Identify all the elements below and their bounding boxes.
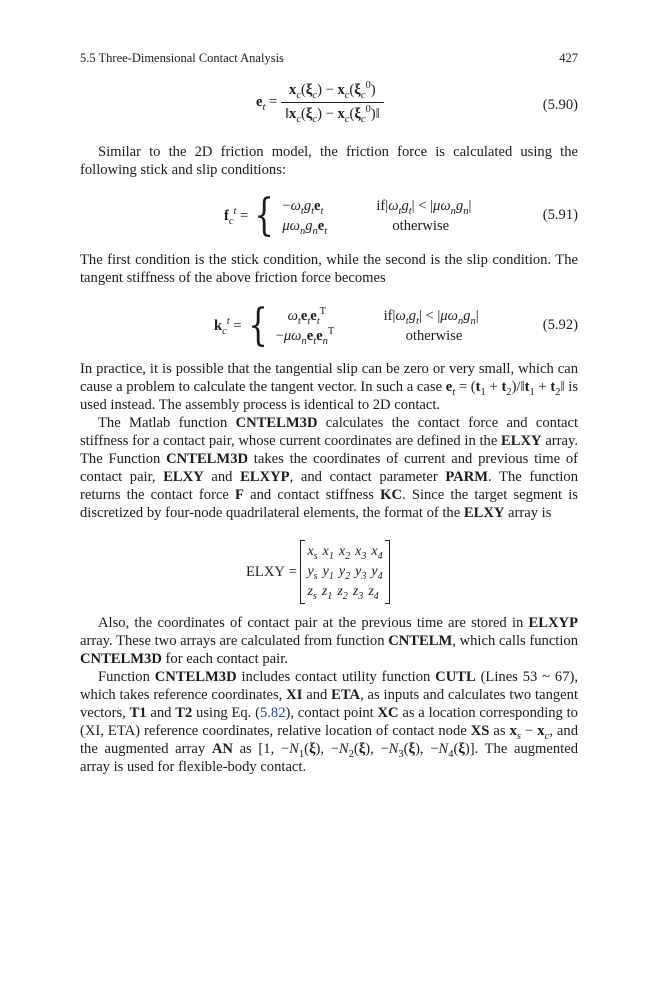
equation-5-92: [80, 300, 578, 351]
paragraph-1: Similar to the 2D friction model, the friction force is calculated using the following stick and slip conditions:: [80, 144, 578, 178]
equation-body: $f_c^t$ = { $-\omega_tg_te_t$ $if|\omega_tg_t| < |\mu\omega_ng_n|$ $\mu\omega_ng_ne_t$ otherwise: [224, 190, 472, 241]
equation-body: ELXY = $x_s$ $x_1$ $x_2$ $x_3$ $x_4$ $y_s$ $y_1$ $y_2$ $y_3$ $y_4$ $z_s$ $z_1$ $z_2$ $z_3$ $z_4$: [246, 540, 390, 604]
equation-number: (5.92): [542, 317, 578, 333]
paragraph-3: In practice, it is possible that the tangential slip can be zero or very small, which can cause a problem to calculate the tangent vector. In such a case $e_t = (t_1$ + $t_2)/‖t_1$ + $t_2‖$ is used instead. The assembly process is identical to 2D contact. The Matlab function CNTELM3D calculates the contact force and contact stiffness for a contact pair, whose current coordinates are defined in the ELXY array. The Function CNTELM3D takes the coordinates of current and previous time of contact pair, ELXY and ELXYP, and contact parameter PARM. The function returns the contact force F and contact stiffness KC. Since the target segment is discretized by four-node quadrilateral elements, the format of the ELXY array is: [80, 361, 579, 521]
equation-5-90: [80, 82, 578, 130]
paragraph-5: Also, the coordinates of contact pair at the previous time are stored in ELXYP array. These two arrays are calculated from function CNTELM, which calls function CNTELM3D for each contact pair. Function CNTELM3D includes contact utility function CUTL (Lines 53 ~ 67), which takes reference coordinates, XI and ETA, as inputs and calculates two tangent vectors, T1 and T2 using Eq. (5.82), contact point XC as a location corresponding to (XI, ETA) reference coordinates, relative location of contact node XS as $x_s - x_c$, and the augmented array AN as [1, $-N_1(\xi)$, $-N_2(\xi)$, $-N_3(\xi)$, $-N_4(\xi)$]. The augmented array is used for flexible-body contact.: [80, 615, 579, 775]
paragraph-4: The Matlab function CNTELM3D calculates the contact force and contact stiffness for a contact pair, whose current coordinates are defined in the ELXY array. The Function CNTELM3D takes the coordinates of current and previous time of contact pair, ELXY and ELXYP, and contact parameter PARM. The function returns the contact force F and contact stiffness KC. Since the target segment is discretized by four-node quadrilateral elements, the format of the ELXY array is: [80, 415, 579, 521]
equation-number: (5.91): [542, 207, 578, 223]
equation-body: $k_c^t$ = { $\omega_te_te_t^T$ $if|\omega_tg_t| < |\mu\omega_ng_n|$ $-\mu\omega_ne_te_n^T$ otherwise: [214, 300, 479, 351]
equation-5-91: [80, 190, 578, 241]
equation-body: $e_t$ = $\frac{x_c(\xi_c) - x_c(\xi_c^0)}{‖x_c(\xi_c) - x_c(\xi_c^0)‖}$: [256, 82, 384, 123]
page-number: 427: [559, 51, 578, 65]
elxy-matrix: $x_s$ $x_1$ $x_2$ $x_3$ $x_4$ $y_s$ $y_1$ $y_2$ $y_3$ $y_4$ $z_s$ $z_1$ $z_2$ $z_3$ $z_4$: [300, 540, 389, 604]
paragraph-2: The first condition is the stick condition, while the second is the slip condition. The tangent stiffness of the above friction force becomes: [80, 252, 578, 286]
section-title: 5.5 Three-Dimensional Contact Analysis: [80, 51, 284, 65]
equation-number: (5.90): [542, 97, 578, 113]
paragraph-6: Function CNTELM3D includes contact utility function CUTL (Lines 53 ~ 67), which takes reference coordinates, XI and ETA, as inputs and calculates two tangent vectors, T1 and T2 using Eq. (5.82), contact point XC as a location corresponding to (XI, ETA) reference coordinates, relative location of contact node XS as $x_s - x_c$, and the augmented array AN as [1, $-N_1(\xi)$, $-N_2(\xi)$, $-N_3(\xi)$, $-N_4(\xi)$]. The augmented array is used for flexible-body contact.: [80, 669, 579, 775]
equation-reference-link[interactable]: 5.82: [259, 705, 286, 721]
running-header: [80, 51, 578, 66]
equation-elxy-matrix: [80, 540, 578, 602]
